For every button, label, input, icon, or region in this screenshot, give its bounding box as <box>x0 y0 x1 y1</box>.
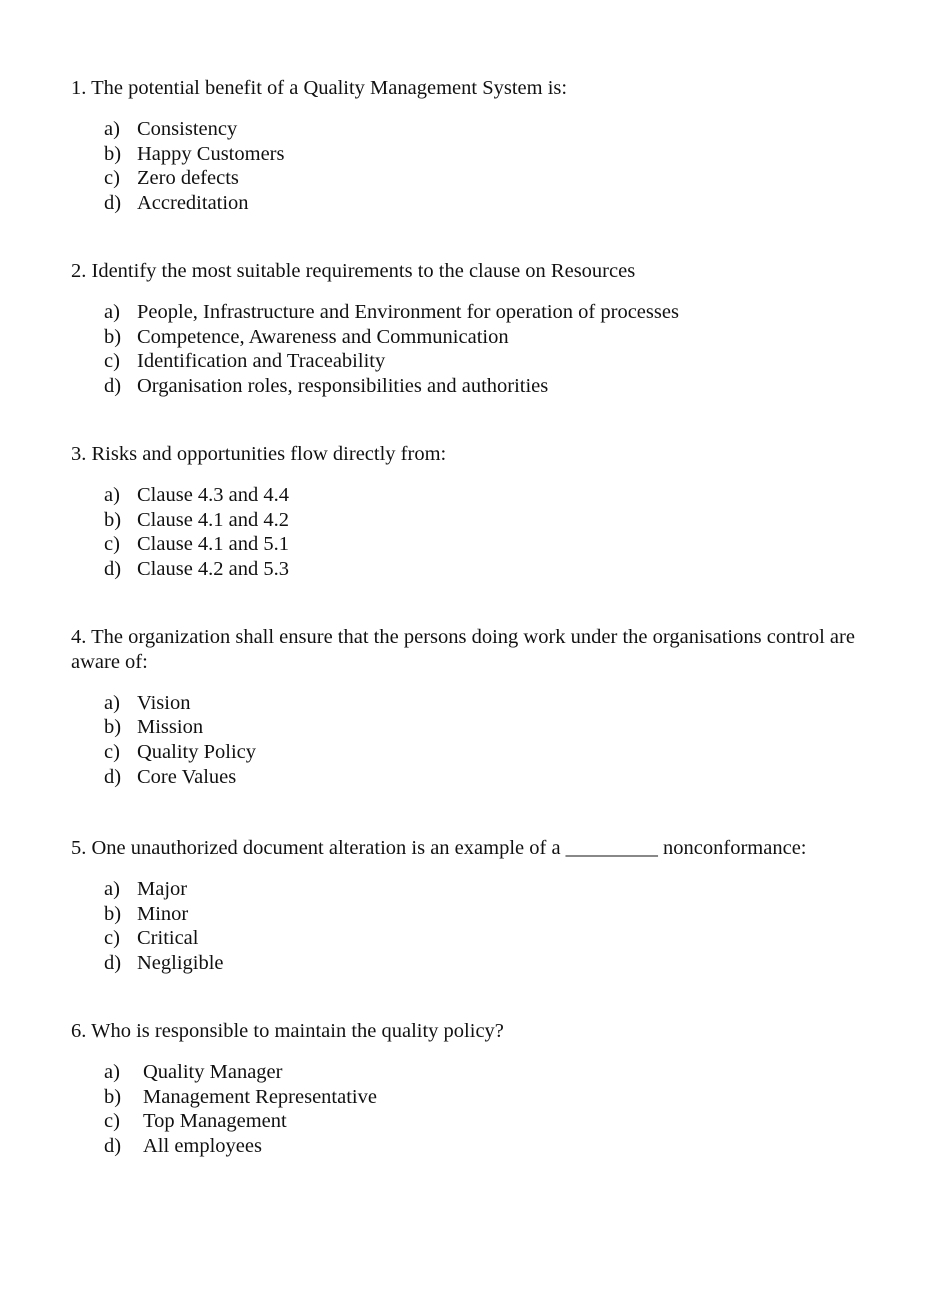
question-text: 3. Risks and opportunities flow directly from: <box>71 443 447 465</box>
question-6 <box>71 1019 891 1159</box>
option-letter: d) <box>104 192 122 215</box>
option-d <box>104 557 891 582</box>
option-text: Consistency <box>137 117 238 140</box>
option-c <box>104 740 891 765</box>
option-text: Critical <box>137 927 199 950</box>
option-letter: a) <box>104 877 120 900</box>
question-text: 4. The organization shall ensure that the persons doing work under the organisations control are aware of: <box>71 626 855 673</box>
question-text: 6. Who is responsible to maintain the quality policy? <box>71 1020 504 1042</box>
option-text: Top Management <box>143 1110 287 1133</box>
option-d <box>104 951 891 976</box>
option-text: Vision <box>137 691 191 714</box>
option-text: Management Representative <box>143 1085 377 1108</box>
option-a <box>104 300 891 325</box>
question-4 <box>71 625 891 790</box>
option-c <box>104 926 891 951</box>
option-letter: c) <box>104 927 120 950</box>
option-text: Clause 4.1 and 5.1 <box>137 533 290 556</box>
question-text: 2. Identify the most suitable requirements to the clause on Resources <box>71 260 636 282</box>
option-letter: b) <box>104 142 122 165</box>
option-letter: a) <box>104 117 120 140</box>
option-letter: d) <box>104 765 122 788</box>
option-text: Clause 4.3 and 4.4 <box>137 483 290 506</box>
option-letter: b) <box>104 1085 122 1108</box>
option-letter: b) <box>104 716 122 739</box>
option-letter: c) <box>104 741 120 764</box>
option-b <box>104 902 891 927</box>
option-text: Competence, Awareness and Communication <box>137 325 509 348</box>
option-text: Clause 4.1 and 4.2 <box>137 508 290 531</box>
question-2 <box>71 259 891 399</box>
option-letter: a) <box>104 1060 120 1083</box>
option-letter: d) <box>104 1135 122 1158</box>
option-text: People, Infrastructure and Environment for operation of processes <box>137 300 679 323</box>
option-list <box>71 877 891 976</box>
option-c <box>104 166 891 191</box>
option-letter: c) <box>104 1110 120 1133</box>
option-letter: a) <box>104 483 120 506</box>
option-text: Clause 4.2 and 5.3 <box>137 558 290 581</box>
option-list <box>71 691 891 790</box>
option-a <box>104 117 891 142</box>
option-text: Negligible <box>137 952 224 975</box>
option-text: Core Values <box>137 765 237 788</box>
question-3 <box>71 442 891 582</box>
option-a <box>104 483 891 508</box>
option-d <box>104 191 891 216</box>
option-letter: a) <box>104 691 120 714</box>
option-text: Zero defects <box>137 167 239 190</box>
option-letter: b) <box>104 902 122 925</box>
option-letter: a) <box>104 300 120 323</box>
option-b <box>104 1085 891 1110</box>
option-c <box>104 1109 891 1134</box>
question-1 <box>71 76 891 216</box>
option-letter: c) <box>104 350 120 373</box>
option-b <box>104 508 891 533</box>
option-text: Mission <box>137 716 204 739</box>
option-a <box>104 691 891 716</box>
option-d <box>104 374 891 399</box>
option-letter: d) <box>104 952 122 975</box>
option-c <box>104 532 891 557</box>
option-d <box>104 765 891 790</box>
option-text: Quality Manager <box>143 1060 283 1083</box>
option-a <box>104 1060 891 1085</box>
option-text: Accreditation <box>137 192 249 215</box>
option-text: Happy Customers <box>137 142 285 165</box>
option-list <box>71 117 891 216</box>
option-text: Identification and Traceability <box>137 350 386 373</box>
option-text: Organisation roles, responsibilities and authorities <box>137 375 549 398</box>
option-d <box>104 1134 891 1159</box>
option-letter: d) <box>104 375 122 398</box>
option-a <box>104 877 891 902</box>
option-text: Major <box>137 877 188 900</box>
option-letter: c) <box>104 167 120 190</box>
question-text: 1. The potential benefit of a Quality Management System is: <box>71 77 568 99</box>
question-text: 5. One unauthorized document alteration is an example of a _________ nonconformance: <box>71 837 807 859</box>
option-b <box>104 142 891 167</box>
option-b <box>104 715 891 740</box>
option-text: Minor <box>137 902 189 925</box>
option-c <box>104 349 891 374</box>
option-letter: b) <box>104 508 122 531</box>
option-letter: c) <box>104 533 120 556</box>
option-text: Quality Policy <box>137 741 257 764</box>
option-b <box>104 325 891 350</box>
option-letter: d) <box>104 558 122 581</box>
option-list <box>71 483 891 582</box>
option-letter: b) <box>104 325 122 348</box>
option-text: All employees <box>143 1135 262 1158</box>
option-list <box>71 1060 891 1159</box>
question-5 <box>71 836 891 976</box>
option-list <box>71 300 891 399</box>
